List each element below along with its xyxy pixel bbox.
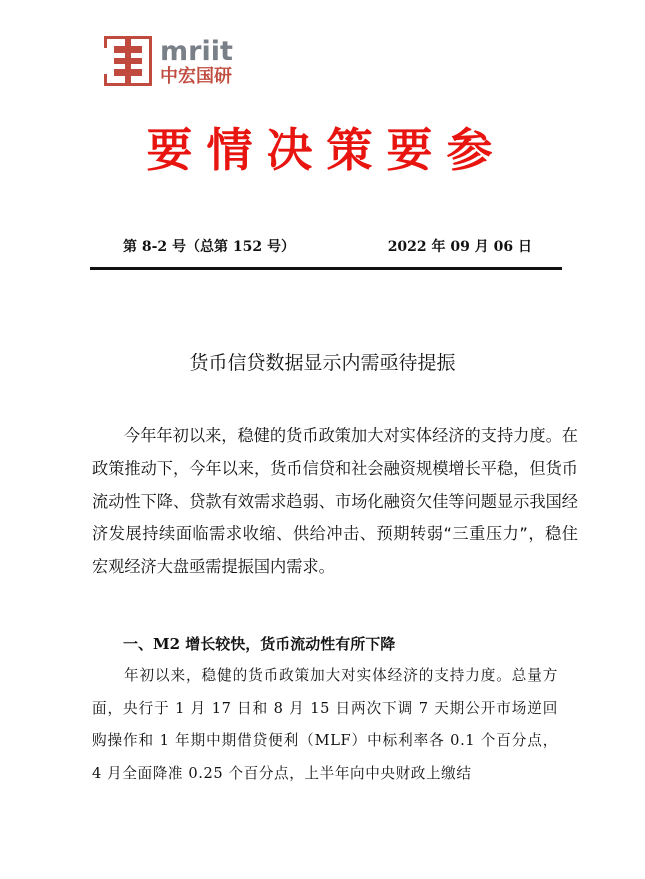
body-paragraph: 年初以来，稳健的货币政策加大对实体经济的支持力度。总量方面，央行于 1 月 17 日和 8 月 15 日两次下调 7 天期公开市场逆回购操作和 1 年期中期借贷便利（MLF）中标利率各 0.1 个百分点，4 月全面降准 0.25 个百分点，上半年向中央财政上缴结 (92, 667, 558, 782)
article-title: 货币信贷数据显示内需亟待提振 (189, 352, 456, 374)
issue-date: 2022 年 09 月 06 日 (387, 239, 532, 255)
logo-text-cn: 中宏国研 (160, 66, 232, 87)
logo (104, 36, 234, 86)
mriit-logo-icon (104, 36, 152, 86)
section-heading: 一、M2 增长较快，货币流动性有所下降 (123, 635, 396, 653)
header-divider (90, 267, 562, 270)
issue-number: 第 8-2 号（总第 152 号） (123, 239, 296, 255)
logo-text-en: mriit (160, 36, 233, 67)
intro-paragraph: 今年年初以来，稳健的货币政策加大对实体经济的支持力度。在政策推动下，今年以来，货币信贷和社会融资规模增长平稳，但货币流动性下降、贷款有效需求趋弱、市场化融资欠佳等问题显示我国经济发展持续面临需求收缩、供给冲击、预期转弱“三重压力”，稳住宏观经济大盘亟需提振国内需求。 (92, 426, 578, 577)
masthead-title: 要情决策要参 (146, 123, 507, 177)
